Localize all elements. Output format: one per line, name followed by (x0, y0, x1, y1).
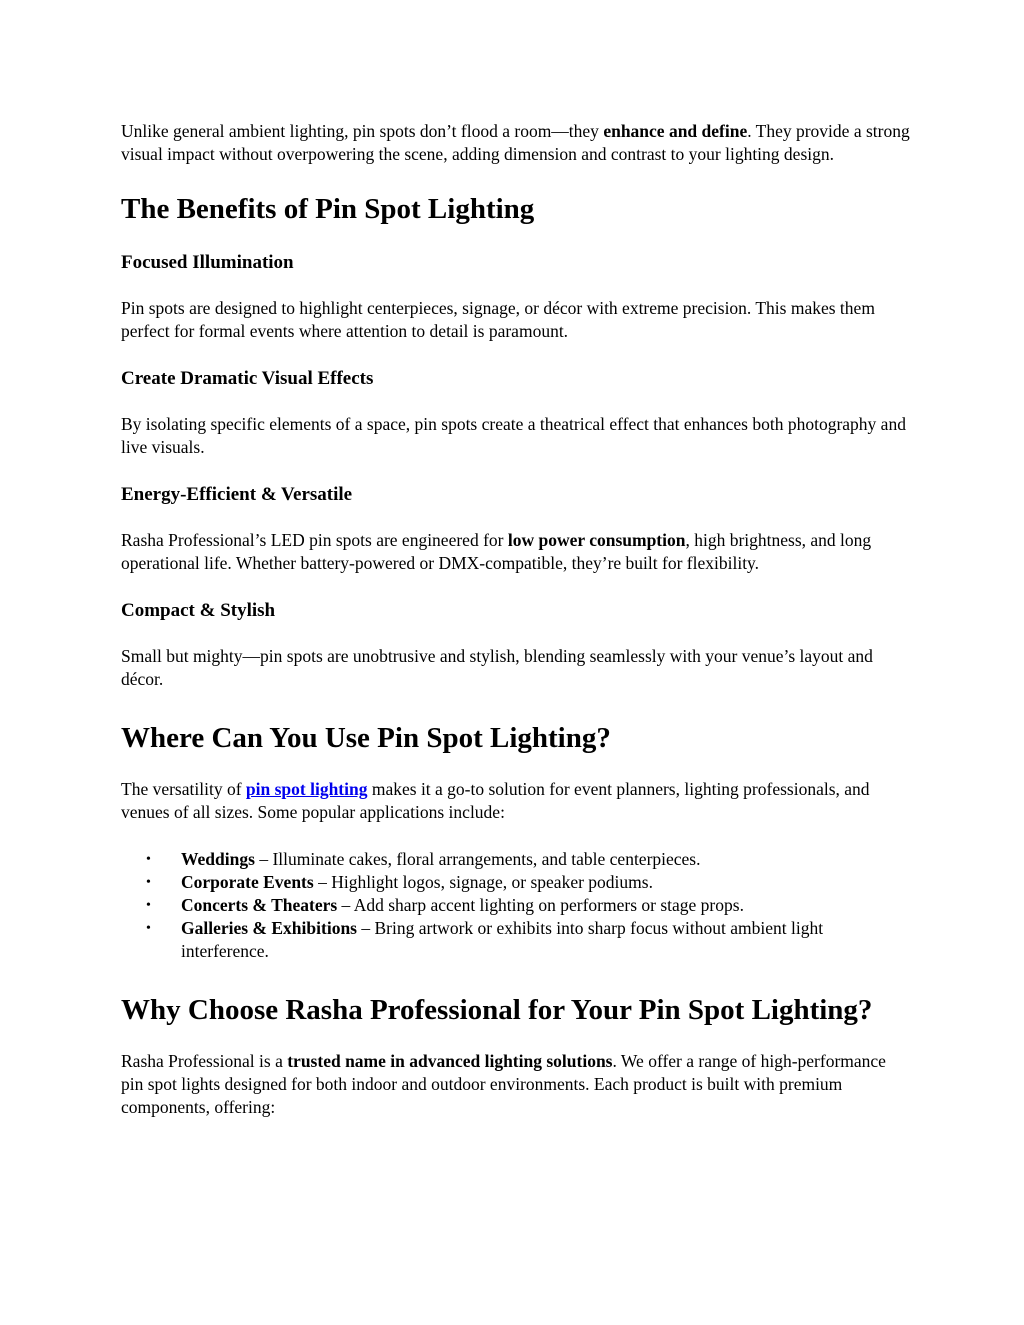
focused-illumination-heading: Focused Illumination (121, 252, 294, 273)
applications-list (121, 848, 911, 963)
list-item-text: – Highlight logos, signage, or speaker podiums. (313, 872, 653, 892)
list-item-text: – Illuminate cakes, floral arrangements, and table centerpieces. (254, 849, 701, 869)
energy-emphasis: low power consumption (507, 530, 686, 550)
list-item-text: – Bring artwork or exhibits into sharp focus without ambient light interference. (181, 918, 824, 961)
uses-text-end: makes it a go-to solution for event planners, lighting professionals, and venues of all sizes. Some popular applications include: (121, 779, 870, 822)
uses-heading: Where Can You Use Pin Spot Lighting? (121, 722, 611, 754)
list-item-text: – Add sharp accent lighting on performers or stage props. (337, 895, 744, 915)
why-text-end: . We offer a range of high-performance pin spot lights designed for both indoor and outdoor environments. Each product is built with premium components, offering: (121, 1051, 886, 1117)
why-text-start: Rasha Professional is a (121, 1051, 288, 1071)
bullet-icon: • (146, 852, 151, 867)
compact-stylish-heading: Compact & Stylish (121, 600, 276, 621)
dramatic-effects-text: By isolating specific elements of a space, pin spots create a theatrical effect that enhances both photography and live visuals. (121, 414, 906, 457)
intro-paragraph (121, 120, 911, 166)
uses-text-start: The versatility of (121, 779, 246, 799)
list-item-title: Corporate Events (181, 872, 314, 892)
list-item-title: Weddings (181, 849, 255, 869)
intro-text-end: . They provide a strong visual impact without overpowering the scene, adding dimension and contrast to your lighting design. (121, 121, 910, 164)
list-item (146, 917, 911, 963)
why-choose-paragraph (121, 1050, 911, 1119)
intro-emphasis: enhance and define (603, 121, 748, 141)
why-choose-heading: Why Choose Rasha Professional for Your Pin Spot Lighting? (121, 994, 873, 1026)
bullet-icon: • (146, 875, 151, 890)
list-item-title: Galleries & Exhibitions (181, 918, 357, 938)
compact-stylish-text: Small but mighty—pin spots are unobtrusive and stylish, blending seamlessly with your venue’s layout and décor. (121, 646, 873, 689)
benefits-heading: The Benefits of Pin Spot Lighting (121, 193, 535, 225)
energy-text-end: , high brightness, and long operational life. Whether battery-powered or DMX-compatible, they’re built for flexibility. (121, 530, 872, 573)
energy-efficient-heading: Energy-Efficient & Versatile (121, 484, 353, 505)
bullet-icon: • (146, 898, 151, 913)
why-emphasis: trusted name in advanced lighting solutions (287, 1051, 613, 1071)
list-item (146, 894, 911, 917)
list-item-title: Concerts & Theaters (181, 895, 338, 915)
focused-illumination-text: Pin spots are designed to highlight centerpieces, signage, or décor with extreme precision. This makes them perfect for formal events where attention to detail is paramount. (121, 298, 875, 341)
uses-paragraph (121, 778, 911, 824)
dramatic-effects-heading: Create Dramatic Visual Effects (121, 368, 374, 389)
intro-text-start: Unlike general ambient lighting, pin spots don’t flood a room—they (121, 121, 604, 141)
bullet-icon: • (146, 921, 151, 936)
energy-text-start: Rasha Professional’s LED pin spots are engineered for (121, 530, 508, 550)
pin-spot-lighting-link[interactable]: pin spot lighting (245, 779, 368, 799)
list-item (146, 871, 911, 894)
energy-efficient-paragraph (121, 529, 911, 575)
document-content (121, 120, 911, 1119)
list-item (146, 848, 911, 871)
